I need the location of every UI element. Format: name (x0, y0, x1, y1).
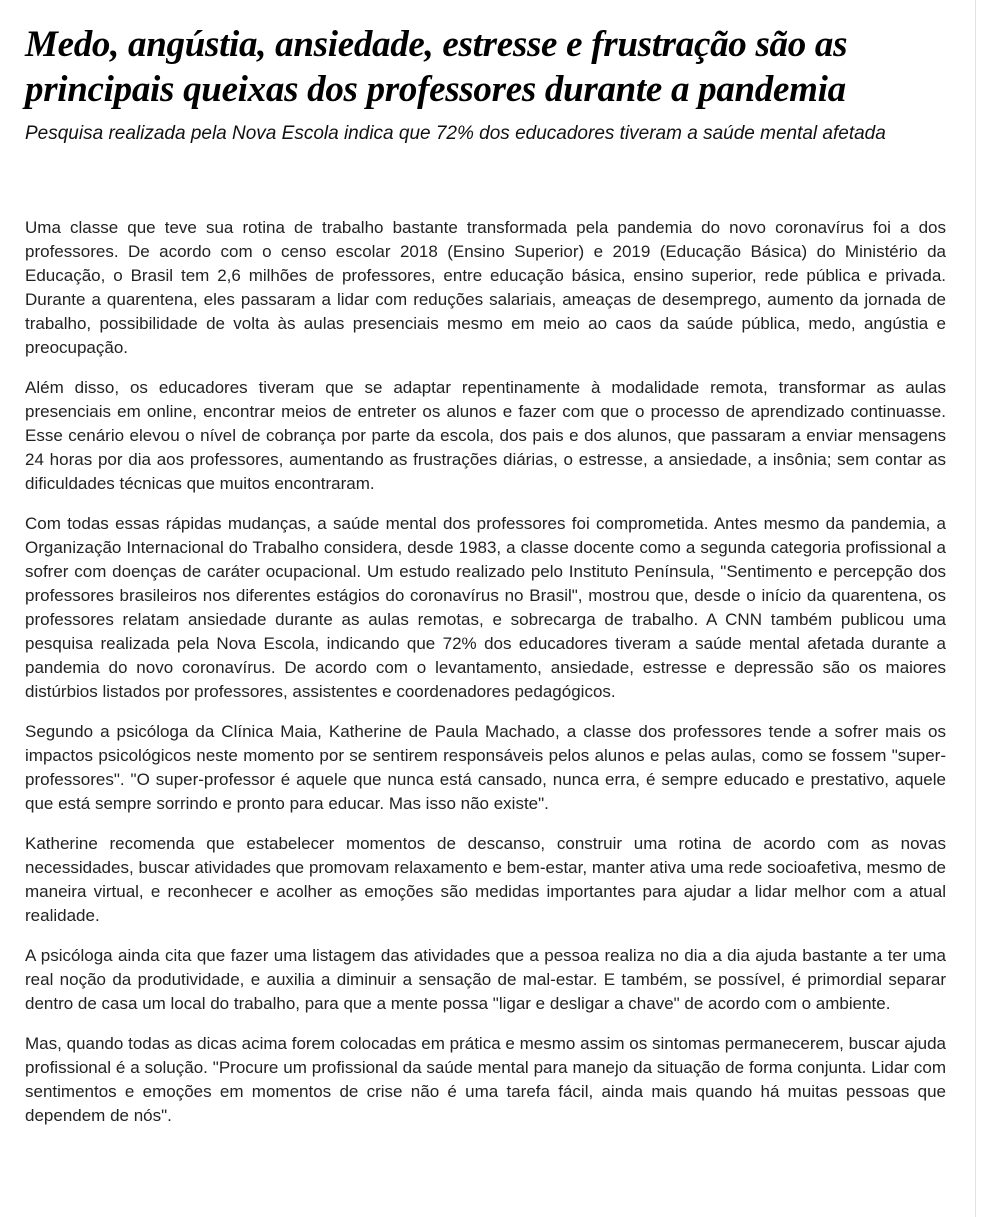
article-paragraph: Katherine recomenda que estabelecer momentos de descanso, construir uma rotina de acordo com as novas necessidades, buscar atividades que promovam relaxamento e bem-estar, manter ativa uma rede socioafetiva, mesmo de maneira virtual, e reconhecer e acolher as emoções são medidas importantes para ajudar a lidar melhor com a atual realidade. (25, 834, 946, 925)
article-title: Medo, angústia, ansiedade, estresse e frustração são as principais queixas dos professores durante a pandemia (25, 24, 848, 110)
article-paragraph: Com todas essas rápidas mudanças, a saúde mental dos professores foi comprometida. Antes mesmo da pandemia, a Organização Internacional do Trabalho considera, desde 1983, a classe docente como a segunda categoria profissional a sofrer com doenças de caráter ocupacional. Um estudo realizado pelo Instituto Península, "Sentimento e percepção dos professores brasileiros nos diferentes estágios do coronavírus no Brasil", mostrou que, desde o início da quarentena, os professores relatam ansiedade durante as aulas remotas, e sobrecarga de trabalho. A CNN também publicou uma pesquisa realizada pela Nova Escola, indicando que 72% dos educadores tiveram a saúde mental afetada durante a pandemia do novo coronavírus. De acordo com o levantamento, ansiedade, estresse e depressão são os maiores distúrbios listados por professores, assistentes e coordenadores pedagógicos. (25, 514, 946, 701)
article-paragraph: Além disso, os educadores tiveram que se adaptar repentinamente à modalidade remota, transformar as aulas presenciais em online, encontrar meios de entreter os alunos e fazer com que o processo de aprendizado continuasse. Esse cenário elevou o nível de cobrança por parte da escola, dos pais e dos alunos, que passaram a enviar mensagens 24 horas por dia aos professores, aumentando as frustrações diárias, o estresse, a ansiedade, a insônia; sem contar as dificuldades técnicas que muitos encontraram. (25, 378, 946, 493)
article-paragraph: Uma classe que teve sua rotina de trabalho bastante transformada pela pandemia do novo coronavírus foi a dos professores. De acordo com o censo escolar 2018 (Ensino Superior) e 2019 (Educação Básica) do Ministério da Educação, o Brasil tem 2,6 milhões de professores, entre educação básica, ensino superior, rede pública e privada. Durante a quarentena, eles passaram a lidar com reduções salariais, ameaças de desemprego, aumento da jornada de trabalho, possibilidade de volta às aulas presenciais mesmo em meio ao caos da saúde pública, medo, angústia e preocupação. (25, 218, 946, 357)
article-paragraph: A psicóloga ainda cita que fazer uma listagem das atividades que a pessoa realiza no dia a dia ajuda bastante a ter uma real noção da produtividade, e auxilia a diminuir a sensação de mal-estar. E também, se possível, é primordial separar dentro de casa um local do trabalho, para que a mente possa "ligar e desligar a chave" de acordo com o ambiente. (25, 946, 946, 1013)
article-paragraph: Segundo a psicóloga da Clínica Maia, Katherine de Paula Machado, a classe dos professores tende a sofrer mais os impactos psicológicos neste momento por se sentirem responsáveis pelos alunos e pelas aulas, como se fossem "super-professores". "O super-professor é aquele que nunca está cansado, nunca erra, é sempre educado e prestativo, aquele que está sempre sorrindo e pronto para educar. Mas isso não existe". (25, 722, 946, 813)
article (25, 22, 946, 1144)
article-paragraph: Mas, quando todas as dicas acima forem colocadas em prática e mesmo assim os sintomas permanecerem, buscar ajuda profissional é a solução. "Procure um profissional da saúde mental para manejo da situação de forma conjunta. Lidar com sentimentos e emoções em momentos de crise não é uma tarefa fácil, ainda mais quando há muitas pessoas que dependem de nós". (25, 1034, 946, 1125)
article-subtitle: Pesquisa realizada pela Nova Escola indica que 72% dos educadores tiveram a saúde mental afetada (25, 123, 886, 144)
page-edge-divider (975, 0, 976, 1217)
